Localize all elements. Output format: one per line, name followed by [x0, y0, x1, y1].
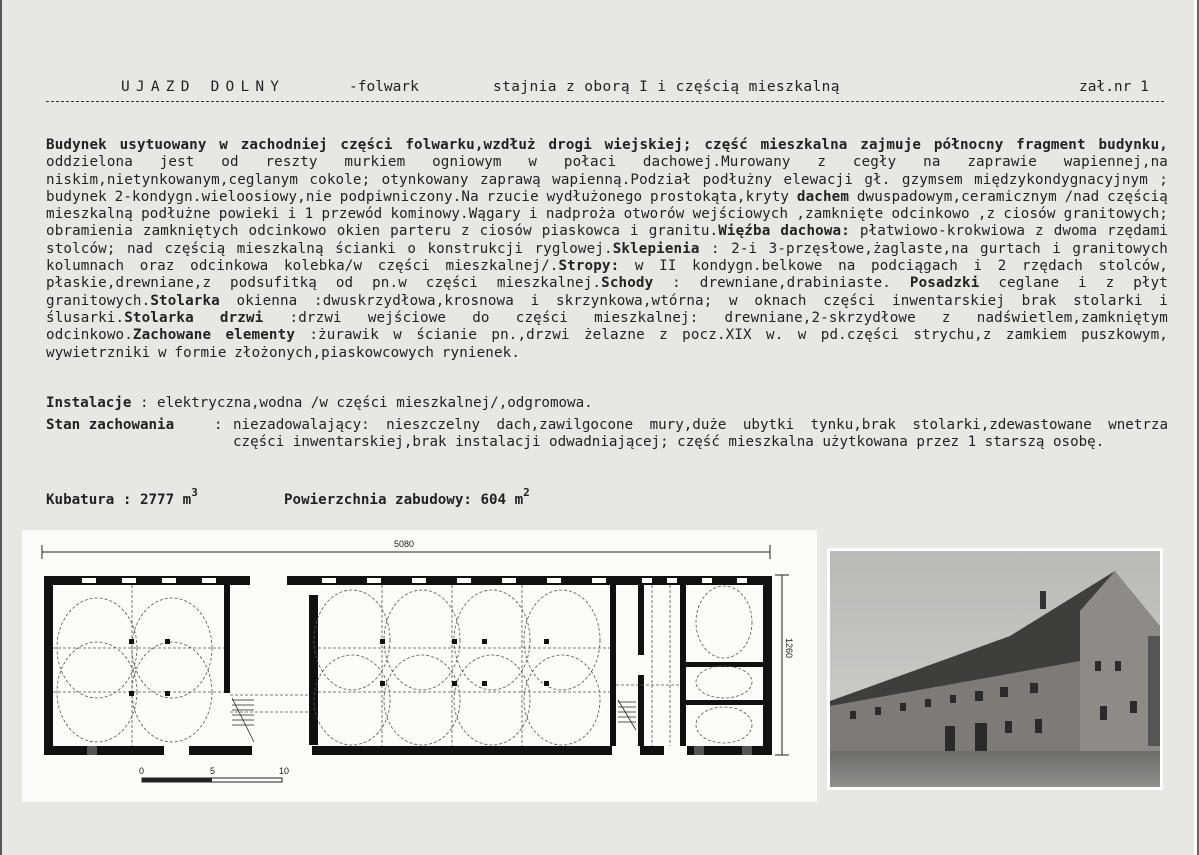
scale-label-10: 10	[279, 766, 290, 776]
text-run: płatwiowo-krokwiowa z dwoma rzędami stolców; nad częścią mieszkalną ścianki o konstrukcji ryglowej.	[46, 223, 1168, 257]
header-type: -folwark	[349, 79, 419, 95]
scale-label-0: 0	[139, 766, 145, 776]
inner-walls	[224, 585, 763, 746]
granite-columns	[129, 639, 549, 696]
header	[46, 79, 1166, 101]
description-paragraph	[46, 137, 1168, 362]
term-preserved: Zachowane elementy	[132, 327, 296, 344]
volume-metric	[46, 484, 198, 509]
dimension-depth-label: 1260	[784, 638, 794, 659]
header-reference: zał.nr 1	[1079, 79, 1149, 95]
header-place: UJAZD DOLNY	[121, 79, 286, 95]
floor-plan-svg	[22, 530, 817, 802]
photo-svg	[830, 551, 1160, 787]
condition-value: niezadowalający: nieszczelny dach,zawilgocone mury,duże ubytki tynku,brak stolarki,zdewastowane wnetrza części inwentarskiej,brak instalacji odwadniającej; część mieszkalna użytkowana przez 1 starszą osobę.	[233, 417, 1168, 451]
condition-separator: :	[214, 417, 223, 433]
header-subject: stajnia z oborą I i częścią mieszkalną	[493, 79, 840, 95]
text-run: :drzwi wejściowe do części mieszkalnej: drewniane,2-skrzydłowe z nadświetlem,zamkniętym odcinkowo.	[46, 309, 1168, 344]
scale-label-5: 5	[210, 766, 216, 776]
text-run: oddzielona jest od reszty murkiem ogniowym w połaci dachowej.Murowany z cegły na zaprawie wapiennej,na niskim,nietynkowanym,ceglanym cokole; otynkowany zaprawą wapienną.Podział podłużny elewacji gł. gzymsem międzykondygnacyjnym ; budynek 2-kondygn.wieloosiowy,nie podpiwniczony.Na rzucie wydłużonego prostokąta,kryty	[46, 154, 1168, 205]
photo-ground	[830, 747, 1160, 787]
building-photograph	[827, 548, 1163, 790]
term-roof: dachem	[796, 188, 850, 205]
installations-value: : elektryczna,wodna /w części mieszkalnej/,odgromowa.	[131, 395, 593, 411]
photo-tree	[1148, 636, 1160, 746]
condition-label: Stan zachowania	[46, 417, 175, 433]
stairs	[232, 698, 636, 742]
text-run: ceglane i z płyt granitowych.	[46, 275, 1168, 309]
text-run: dwuspadowym,ceramicznym /nad częścią mieszkalną podłużne powieki i 1 przewód kominowy.Wągary i nadproża otworów wejściowych ,zamknięte odcinkowo ,z ciosów granitowych; obramienia zamkniętych odcinkowo okien parteru z ciosów piaskowca i granitu.	[46, 188, 1168, 240]
term-ceilings: Stropy:	[558, 258, 620, 275]
volume-unit-exponent: 3	[191, 486, 198, 499]
term-stairs: Schody	[601, 275, 654, 292]
scan-edge-left	[0, 0, 2, 855]
text-run: :żurawik w ścianie pn.,drzwi żelazne z pocz.XIX w. w pd.części strychu,z zamkiem puszkowym, wywietrzniki w formie złożonych,piaskowcowych rynienek.	[46, 327, 1168, 361]
term-joinery: Stolarka	[150, 292, 220, 309]
text-run: okienna :dwuskrzydłowa,krosnowa i skrzynkowa,wtórna; w oknach części inwentarskiej brak stolarki i ślusarki.	[46, 292, 1168, 326]
area-metric	[284, 484, 530, 509]
volume-value: Kubatura : 2777 m	[46, 492, 192, 508]
vault-lines	[53, 585, 752, 746]
term-vaults: Sklepienia	[612, 240, 700, 257]
dimension-width-label: 5080	[394, 539, 415, 549]
outer-walls	[44, 576, 772, 755]
scale-bar	[139, 766, 289, 782]
term-floors: Posadzki	[909, 275, 980, 292]
lead-bold: Budynek usytuowany w zachodniej części folwarku,wzdłuż drogi wiejskiej; część mieszkalna zajmuje północny fragment budynku,	[46, 137, 1168, 153]
area-unit-exponent: 2	[523, 486, 530, 499]
text-run: w II kondygn.belkowe na podciągach i 2 rzędach stolców, płaskie,drewniane,z podsufitką od pn.w części mieszkalnej.	[46, 258, 1168, 292]
installations-label: Instalacje	[46, 395, 132, 411]
text-run: : 2-i 3-przęsłowe,żaglaste,na gurtach i granitowych kolumnach oraz odcinkowa kolebka/w części mieszkalnej/.	[46, 240, 1168, 275]
term-doors: Stolarka drzwi	[124, 309, 264, 326]
area-value: Powierzchnia zabudowy: 604 m	[284, 492, 524, 508]
text-run: : drewniane,drabiniaste.	[653, 275, 910, 292]
term-truss: Więźba dachowa:	[718, 223, 850, 240]
floor-plan-drawing	[22, 530, 817, 802]
photo-chimney	[1040, 591, 1046, 609]
header-dashed-rule	[46, 101, 1164, 102]
installations-row	[46, 395, 593, 412]
